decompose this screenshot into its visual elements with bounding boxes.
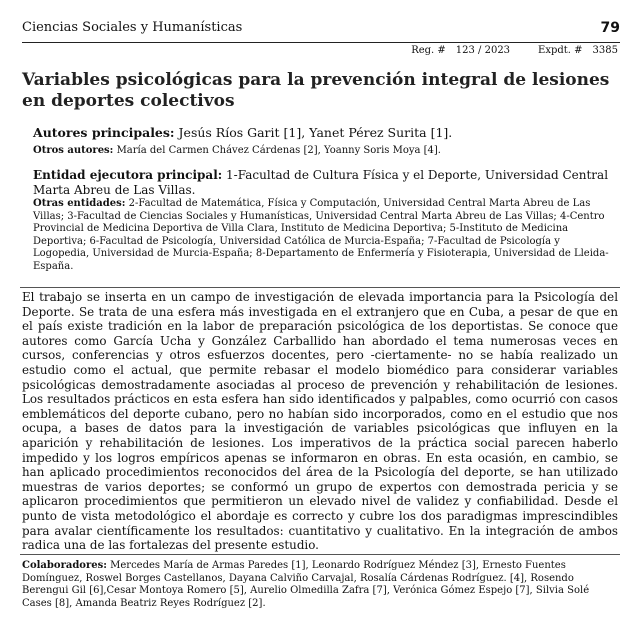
page-header <box>22 20 620 43</box>
registry-info <box>411 45 618 56</box>
collaborators-label: Colaboradores: <box>22 560 107 571</box>
main-entity <box>33 168 616 198</box>
reg-label: Reg. # <box>411 45 446 56</box>
collaborators-text: Mercedes María de Armas Paredes [1], Leonardo Rodríguez Méndez [3], Ernesto Fuentes Domínguez, Roswel Borges Castellanos, Dayana Calviño Carvajal, Rosalía Cárdenas Rodríguez. [4], Rosendo Berengui Gil [6],Cesar Montoya Romero [5], Aurelio Olmedilla Zafra [7], Verónica Gómez Espejo [7], Silvia Solé Cases [8], Amanda Beatriz Reyes Rodríguez [2]. <box>22 560 590 609</box>
main-authors-names: Jesús Ríos Garit [1], Yanet Pérez Surita [1]. <box>178 125 453 140</box>
reg-value: 123 / 2023 <box>455 45 511 56</box>
page-number: 79 <box>600 20 620 36</box>
other-entities-label: Otras entidades: <box>33 198 126 209</box>
authors-block <box>33 125 616 156</box>
article-title: Variables psicológicas para la prevención integral de lesiones en deportes colectivos <box>22 70 610 111</box>
abstract-text: El trabajo se inserta en un campo de investigación de elevada importancia para la Psicología del Deporte. Se trata de una esfera más investigada en el extranjero que en Cuba, a pesar de que en el país existe tradición en la labor de preparación psicológica de los deportistas. Se conoce que autores como García Ucha y González Carballido han abordado el tema numerosas veces en cursos, conferencias y otros esfuerzos docentes, pero -ciertamente- no se había realizado un estudio como el actual, que permite rebasar el modelo biomédico para considerar variables psicológicas demostradamente asociadas al proceso de prevención y rehabilitación de lesiones. Los resultados prácticos en esta esfera han sido identificados y palpables, como ocurrió con casos emblemáticos del deporte cubano, pero no habían sido incorporados, como en el estudio que nos ocupa, a bases de datos para la investigación de variables psicológicas que influyen en la aparición y rehabilitación de lesiones. Los imperativos de la práctica social parecen haberlo impedido y los logros empíricos apenas se informaron en obras. En esta ocasión, en cambio, se han aplicado procedimientos reconocidos del área de la Psicología del deporte, se han utilizado muestras de varios deportes; se conformó un grupo de expertos con demostrada pericia y se aplicaron procedimientos que permitieron un elevado nivel de validez y confiabilidad. Desde el punto de vista metodológico el abordaje es correcto y cubre los dos paradigmas imprescindibles para avalar científicamente los resultados: cuantitativo y cualitativo. En la integración de ambos radica una de las fortalezas del presente estudio. <box>22 290 618 553</box>
journal-section-title: Ciencias Sociales y Humanísticas <box>22 20 243 35</box>
main-authors-label: Autores principales: <box>33 125 175 140</box>
main-authors <box>33 125 616 140</box>
other-authors-label: Otros autores: <box>33 145 114 156</box>
other-entities-text: 2-Facultad de Matemática, Física y Computación, Universidad Central Marta Abreu de Las Villas; 3-Facultad de Ciencias Sociales y Humanísticas, Universidad Central Marta Abreu de Las Villas; 4-Centro Provincial de Medicina Deportiva de Villa Clara, Instituto de Medicina Deportiva; 5-Instituto de Medicina Deportiva; 6-Facultad de Psicología, Universidad Católica de Murcia-España; 7-Facultad de Psicología y Logopedia, Universidad de Murcia-España; 8-Departamento de Enfermería y Fisioterapia, Universidad de Lleida-España. <box>33 198 609 272</box>
main-entity-label: Entidad ejecutora principal: <box>33 168 223 182</box>
collaborators <box>22 560 616 610</box>
other-authors-names: María del Carmen Chávez Cárdenas [2], Yoanny Soris Moya [4]. <box>116 145 441 156</box>
other-entities <box>33 198 616 273</box>
other-authors <box>33 145 616 156</box>
main-entity-text: 1-Facultad de Cultura Física y el Deporte, Universidad Central Marta Abreu de Las Villas. <box>33 168 609 197</box>
expdt-label: Expdt. # <box>538 45 583 56</box>
expdt-value: 3385 <box>592 45 618 56</box>
